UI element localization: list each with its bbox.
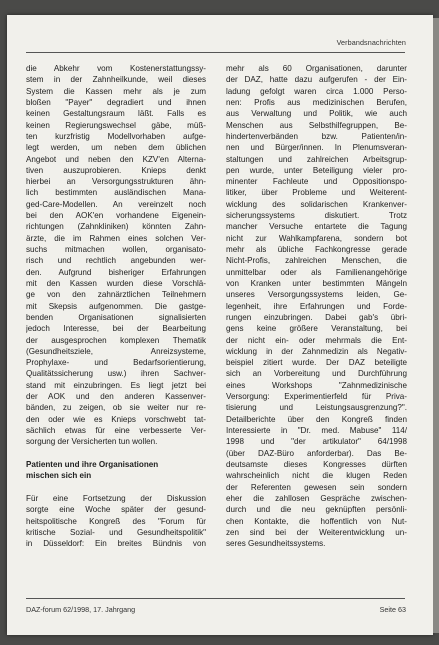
text-line: minenter Fachleute und Oppositionspo- [226,177,407,187]
text-line: mehr als 60 Organisationen, darunter [226,64,407,73]
text-line: unmittelbar oder als Familienangehörige [226,267,407,277]
text-line: rungen einzubringen. Dabei gab's übri- [226,312,407,322]
text-line: legt werden, um neben dem üblichen [26,143,206,153]
text-line: benden Organisationen signalisierten [26,312,206,322]
text-line: mehr als übliche Fachkongresse gerade [226,245,407,254]
text-line: in Düsseldorf: Ein breites Bündnis von [26,539,206,549]
subheading [26,459,206,482]
text-line: Qualitätssicherung usw.) ihren Sachver- [26,369,206,379]
text-line: von Kranken unter bestimmten Mängeln [226,278,407,288]
subheading-line: mischen sich ein [26,471,92,481]
text-line: litiker, über Probleme und Weiterent- [226,188,407,198]
text-line: hierbei an Versorgungsstrukturen ähn- [26,177,206,187]
page-edge [433,18,439,633]
left-paragraph-2 [26,493,206,550]
left-column [26,63,206,549]
text-line: lich bestimmten ausländischen Mana- [26,188,206,198]
subheading-line: Patienten und ihre Organisationen [26,459,159,469]
text-line: bei den AOK'en vorhandene Eigenein- [26,211,206,221]
text-line: (über DAZ-Büro anforderbar). Das Be- [226,448,407,458]
text-line: den. Aufgrund bisheriger Erfahrungen [26,267,206,277]
text-line: wahrscheinlich nicht die klugen Reden [226,471,407,481]
text-line: Interessierte in "Dr. med. Mabuse" 114/ [226,426,407,435]
text-line: legenheit, ihre Erfahrungen und Forde- [226,301,407,311]
text-line: kritische Sozial- und Gesundheitspolitik" [26,527,206,537]
footer-rule [26,598,405,599]
text-line: chen Kontakte, die hoffentlich von Nut- [226,516,407,526]
text-line: ge von den zahnärztlichen Teilnehmern [26,290,206,300]
text-line: Für eine Fortsetzung der Diskussion [26,493,206,503]
text-line: durch und die neu geknüpften persönli- [226,505,407,515]
text-line: ged-Care-Modellen. An vereinzelt noch [26,199,206,209]
text-line: eher die zahllosen Gespräche zwischen- [226,493,407,503]
text-line: hindertenverbänden bzw. Patienten/in- [226,131,407,141]
paragraph-gap [26,448,206,459]
text-line: jedoch Interesse, bei der Bearbeitung [26,324,206,334]
section-header: Verbandsnachrichten [336,38,406,47]
text-line: ladung gefolgt waren circa 1.000 Perso- [226,86,407,96]
text-line: Nicht-Profis, zahlreichen Menschen, die [226,256,407,266]
text-line: pen wurde, unter Beteiligung vieler pro- [226,165,407,175]
text-line: Detailberichte über den Kongreß finden [226,414,407,424]
text-line: nen: Profis aus medizinischen Berufen, [226,97,407,107]
text-line: tiven auszuprobieren. Knieps denkt [26,165,206,175]
text-line: mancher Versuche entartete die Tagung [226,222,407,232]
footer-page-number: Seite 63 [379,605,406,614]
text-line: mit den Kassen wurden diese Vorschlä- [26,278,206,288]
text-line: 1998 und "der artikulator" 64/1998 [226,437,407,447]
text-line: zen sind bei der Weiterentwicklung un- [226,527,407,537]
text-line: eines Workshops "Zahnmedizinische [226,380,407,390]
text-line: Versorgung: Experimentierfeld für Priva- [226,392,407,402]
text-line: suchs mitmachen wollen, organisato- [26,245,206,254]
text-line: (Gesundheitsziele, Anreizsysteme, [26,346,206,356]
text-line: Menschen aus Selbsthilfegruppen, Be- [226,120,407,130]
text-line: mit Skepsis aufgenommen. Die gastge- [26,301,206,311]
text-line: Angebot und neben den KZV'en Alterna- [26,154,206,164]
text-line: seres Gesundheitssystems. [226,539,326,549]
text-line: sächlich etwas für eine verbesserte Ver- [26,426,206,435]
text-line: den oder wie es Knieps vorschwebt tat- [26,414,206,424]
text-line: keinen Regierungswechsel gäbe, müß- [26,120,206,130]
text-line: risch und rechtlich angebunden wer- [26,256,206,266]
text-line: ärzte, die im Rahmen eines solchen Ver- [26,233,206,243]
text-line: stand mit einzubringen. Es liegt jetzt bei [26,380,206,390]
text-line: stem in der Zahnheilkunde, weil dieses [26,75,206,85]
text-line: der nicht ein- oder mehrmals die Ent- [226,335,407,345]
text-line: nen und Bürger/innen. In Plenumsveran- [226,143,407,153]
text-line: der Referenten gewesen sein sondern [226,482,407,492]
right-paragraph-1 [226,63,407,549]
left-paragraph-1 [26,63,206,448]
text-line: heitspolitische Kongreß des "Forum für [26,516,206,526]
text-line: bloßen "Payer" degradiert und ihnen [26,97,206,107]
text-line: sorgung der Versicherten tun wollen. [26,437,158,447]
text-line: der DAZ, hatte dazu aufgerufen - der Ein- [226,75,407,85]
header-rule [26,52,405,53]
text-line: sicherungssystems diskutiert. Trotz [226,211,407,221]
text-line: beispiel zitiert wurde. Der DAZ beteiligte [226,358,407,368]
text-line: richtungen (Zahnkliniken) könnten Zahn- [26,222,206,232]
text-line: die Abkehr vom Kostenerstattungssy- [26,64,206,73]
text-line: staltungen und zahlreichen Arbeitsgrup- [226,154,407,164]
text-line: gens keine größere Veranstaltung, bei [226,324,407,334]
text-line: wicklung des solidarischen Krankenver- [226,199,407,209]
text-line: Prophylaxe- und Bedarfsorientierung, [26,358,206,368]
text-line: deutsamste dieses Kongresses dürften [226,459,407,469]
text-line: sich an Vorbereitung und Durchführung [226,369,407,379]
paragraph-gap [26,482,206,493]
text-line: der AOK und den anderen Kassenver- [26,392,206,402]
text-line: keinen Gestaltungsraum läßt. Falls es [26,109,206,119]
footer-issue: DAZ-forum 62/1998, 17. Jahrgang [26,605,136,614]
text-line: nicht zur Wahlkampfarena, sondern bot [226,233,407,243]
text-line: tisierung und Leistungsausgrenzung?". [226,403,407,413]
right-column [226,63,407,549]
text-line: ten kurzfristig Modellvorhaben aufge- [26,131,206,141]
text-line: System die Kassen mehr als je zum [26,86,206,96]
text-line: bänden, zu zeigen, ob sie weiter nur re- [26,403,206,413]
text-line: der ausgesprochen komplexen Thematik [26,335,206,345]
text-line: aus Verwaltung und Politik, wie auch [226,109,407,119]
text-line: wicklung in der Zahnmedizin als Negativ- [226,346,407,356]
text-line: unseres Versorgungssystems leiden, Ge- [226,290,407,300]
text-line: sorgte eine Woche später der gesund- [26,505,206,515]
